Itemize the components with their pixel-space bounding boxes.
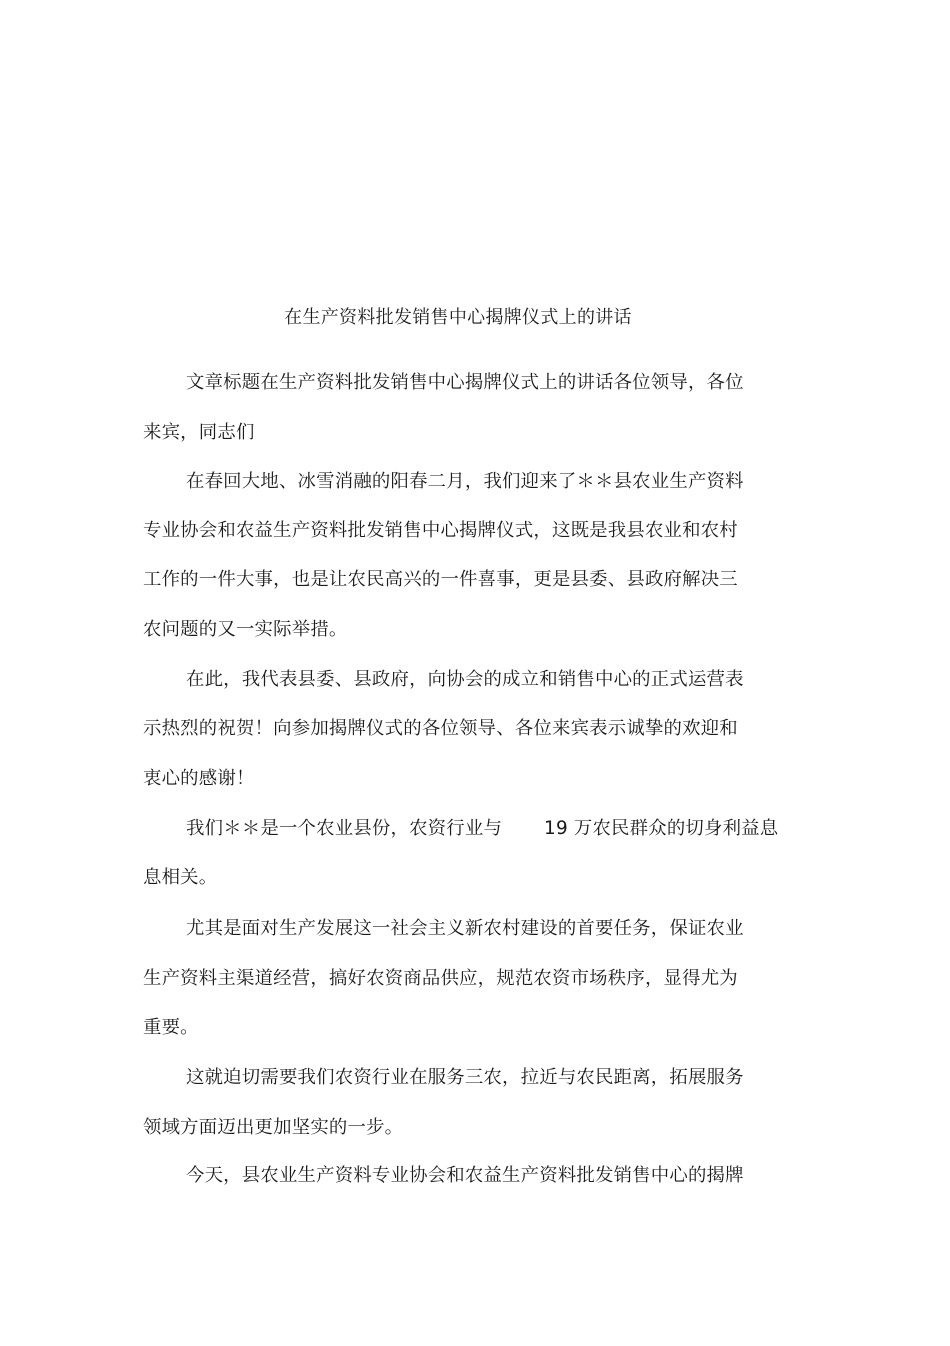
paragraph-line: 在此，我代表县委、县政府，向协会的成立和销售中心的正式运营表 xyxy=(186,669,744,690)
paragraph-line: 息相关。 xyxy=(143,867,218,888)
paragraph-line: 衷心的感谢！ xyxy=(143,768,255,789)
paragraph-line: 这就迫切需要我们农资行业在服务三农，拉近与农民距离，拓展服务 xyxy=(186,1067,744,1088)
line-number: 19 xyxy=(544,818,568,839)
paragraph-line: 农问题的又一实际举措。 xyxy=(143,619,348,640)
paragraph-line: 来宾，同志们 xyxy=(143,422,255,443)
paragraph-line: 重要。 xyxy=(143,1017,199,1038)
paragraph-line: 生产资料主渠道经营，搞好农资商品供应，规范农资市场秩序，显得尤为 xyxy=(143,968,738,989)
paragraph-line xyxy=(186,815,778,843)
paragraph-line: 尤其是面对生产发展这一社会主义新农村建设的首要任务，保证农业 xyxy=(186,918,744,939)
paragraph-line: 领域方面迈出更加坚实的一步。 xyxy=(143,1117,404,1138)
paragraph-line: 工作的一件大事，也是让农民高兴的一件喜事，更是县委、县政府解决三 xyxy=(143,569,738,590)
paragraph-line: 在春回大地、冰雪消融的阳春二月，我们迎来了＊＊县农业生产资料 xyxy=(186,471,744,492)
paragraph-line: 示热烈的祝贺！向参加揭牌仪式的各位领导、各位来宾表示诚挚的欢迎和 xyxy=(143,718,738,739)
line-segment: 万农民群众的切身利益息 xyxy=(573,818,779,839)
paragraph-line: 文章标题在生产资料批发销售中心揭牌仪式上的讲话各位领导，各位 xyxy=(186,372,744,393)
paragraph-line: 专业协会和农益生产资料批发销售中心揭牌仪式，这既是我县农业和农村 xyxy=(143,520,738,541)
document-title: 在生产资料批发销售中心揭牌仪式上的讲话 xyxy=(284,307,632,328)
paragraph-line: 今天，县农业生产资料专业协会和农益生产资料批发销售中心的揭牌 xyxy=(186,1165,744,1186)
line-segment: 我们＊＊是一个农业县份，农资行业与 xyxy=(186,818,503,839)
